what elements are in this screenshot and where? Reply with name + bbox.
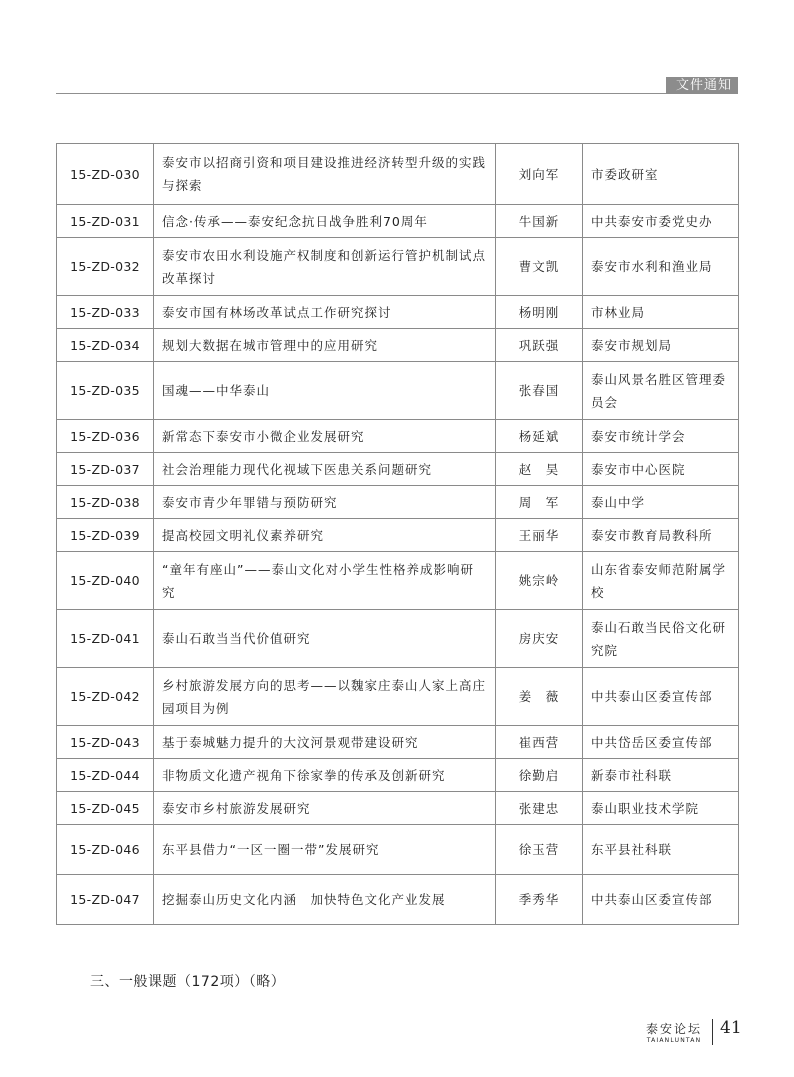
project-unit: 市林业局 <box>583 296 739 329</box>
project-unit: 泰山石敢当民俗文化研究院 <box>583 610 739 668</box>
project-row <box>57 519 739 552</box>
project-row <box>57 420 739 453</box>
project-code: 15-ZD-047 <box>57 875 154 925</box>
project-title: 非物质文化遗产视角下徐家拳的传承及创新研究 <box>154 759 496 792</box>
project-unit: 中共泰山区委宣传部 <box>583 668 739 726</box>
header-rule <box>56 93 738 94</box>
project-row <box>57 362 739 420</box>
project-unit: 泰山中学 <box>583 486 739 519</box>
project-code: 15-ZD-042 <box>57 668 154 726</box>
project-row <box>57 144 739 205</box>
project-code: 15-ZD-034 <box>57 329 154 362</box>
project-author: 巩跃强 <box>496 329 583 362</box>
project-code: 15-ZD-033 <box>57 296 154 329</box>
project-code: 15-ZD-045 <box>57 792 154 825</box>
project-row <box>57 329 739 362</box>
project-code: 15-ZD-046 <box>57 825 154 875</box>
footer-divider <box>712 1019 713 1045</box>
project-title: “童年有座山”——泰山文化对小学生性格养成影响研究 <box>154 552 496 610</box>
project-code: 15-ZD-030 <box>57 144 154 205</box>
project-row <box>57 726 739 759</box>
project-title: 泰山石敢当当代价值研究 <box>154 610 496 668</box>
project-unit: 中共岱岳区委宣传部 <box>583 726 739 759</box>
project-row <box>57 552 739 610</box>
project-title: 泰安市以招商引资和项目建设推进经济转型升级的实践与探索 <box>154 144 496 205</box>
project-title: 泰安市乡村旅游发展研究 <box>154 792 496 825</box>
project-author: 张春国 <box>496 362 583 420</box>
project-title: 规划大数据在城市管理中的应用研究 <box>154 329 496 362</box>
project-author: 姜 薇 <box>496 668 583 726</box>
project-title: 社会治理能力现代化视域下医患关系问题研究 <box>154 453 496 486</box>
project-title: 东平县借力“一区一圈一带”发展研究 <box>154 825 496 875</box>
project-unit: 泰安市水利和渔业局 <box>583 238 739 296</box>
project-code: 15-ZD-035 <box>57 362 154 420</box>
project-unit: 新泰市社科联 <box>583 759 739 792</box>
project-code: 15-ZD-043 <box>57 726 154 759</box>
project-author: 季秀华 <box>496 875 583 925</box>
project-unit: 中共泰山区委宣传部 <box>583 875 739 925</box>
general-topics-heading: 三、一般课题（172项）（略） <box>90 974 286 990</box>
project-unit: 中共泰安市委党史办 <box>583 205 739 238</box>
project-unit: 东平县社科联 <box>583 825 739 875</box>
project-unit: 泰安市统计学会 <box>583 420 739 453</box>
project-row <box>57 238 739 296</box>
project-code: 15-ZD-044 <box>57 759 154 792</box>
project-code: 15-ZD-037 <box>57 453 154 486</box>
project-row <box>57 205 739 238</box>
project-row <box>57 668 739 726</box>
project-author: 周 军 <box>496 486 583 519</box>
project-title: 国魂——中华泰山 <box>154 362 496 420</box>
project-unit: 泰山风景名胜区管理委员会 <box>583 362 739 420</box>
project-author: 姚宗岭 <box>496 552 583 610</box>
project-author: 张建忠 <box>496 792 583 825</box>
project-code: 15-ZD-036 <box>57 420 154 453</box>
footer-brand-cn: 泰安论坛 <box>646 1022 703 1036</box>
project-unit: 泰安市中心医院 <box>583 453 739 486</box>
project-unit: 泰安市教育局教科所 <box>583 519 739 552</box>
project-code: 15-ZD-038 <box>57 486 154 519</box>
project-author: 刘向军 <box>496 144 583 205</box>
project-code: 15-ZD-039 <box>57 519 154 552</box>
project-author: 房庆安 <box>496 610 583 668</box>
project-title: 提高校园文明礼仪素养研究 <box>154 519 496 552</box>
project-row <box>57 486 739 519</box>
project-unit: 泰山职业技术学院 <box>583 792 739 825</box>
projects-table <box>56 143 739 925</box>
project-row <box>57 825 739 875</box>
project-row <box>57 759 739 792</box>
project-title: 泰安市青少年罪错与预防研究 <box>154 486 496 519</box>
project-author: 崔西营 <box>496 726 583 759</box>
project-author: 杨明刚 <box>496 296 583 329</box>
section-tag: 文件通知 <box>666 77 738 94</box>
project-title: 挖掘泰山历史文化内涵 加快特色文化产业发展 <box>154 875 496 925</box>
project-row <box>57 453 739 486</box>
project-code: 15-ZD-031 <box>57 205 154 238</box>
page-number: 41 <box>720 1018 742 1038</box>
project-title: 乡村旅游发展方向的思考——以魏家庄泰山人家上高庄园项目为例 <box>154 668 496 726</box>
project-code: 15-ZD-040 <box>57 552 154 610</box>
project-author: 王丽华 <box>496 519 583 552</box>
project-row <box>57 792 739 825</box>
project-row <box>57 296 739 329</box>
project-code: 15-ZD-032 <box>57 238 154 296</box>
footer-brand <box>646 1021 702 1045</box>
project-title: 泰安市国有林场改革试点工作研究探讨 <box>154 296 496 329</box>
project-author: 曹文凯 <box>496 238 583 296</box>
project-title: 新常态下泰安市小微企业发展研究 <box>154 420 496 453</box>
project-unit: 山东省泰安师范附属学校 <box>583 552 739 610</box>
project-author: 牛国新 <box>496 205 583 238</box>
project-row <box>57 610 739 668</box>
project-row <box>57 875 739 925</box>
project-author: 徐勤启 <box>496 759 583 792</box>
project-title: 信念·传承——泰安纪念抗日战争胜利70周年 <box>154 205 496 238</box>
project-author: 杨延斌 <box>496 420 583 453</box>
project-title: 泰安市农田水利设施产权制度和创新运行管护机制试点改革探讨 <box>154 238 496 296</box>
project-unit: 市委政研室 <box>583 144 739 205</box>
project-title: 基于泰城魅力提升的大汶河景观带建设研究 <box>154 726 496 759</box>
footer-brand-en: TAIANLUNTAN <box>646 1037 702 1044</box>
project-author: 徐玉营 <box>496 825 583 875</box>
project-unit: 泰安市规划局 <box>583 329 739 362</box>
project-author: 赵 昊 <box>496 453 583 486</box>
project-code: 15-ZD-041 <box>57 610 154 668</box>
